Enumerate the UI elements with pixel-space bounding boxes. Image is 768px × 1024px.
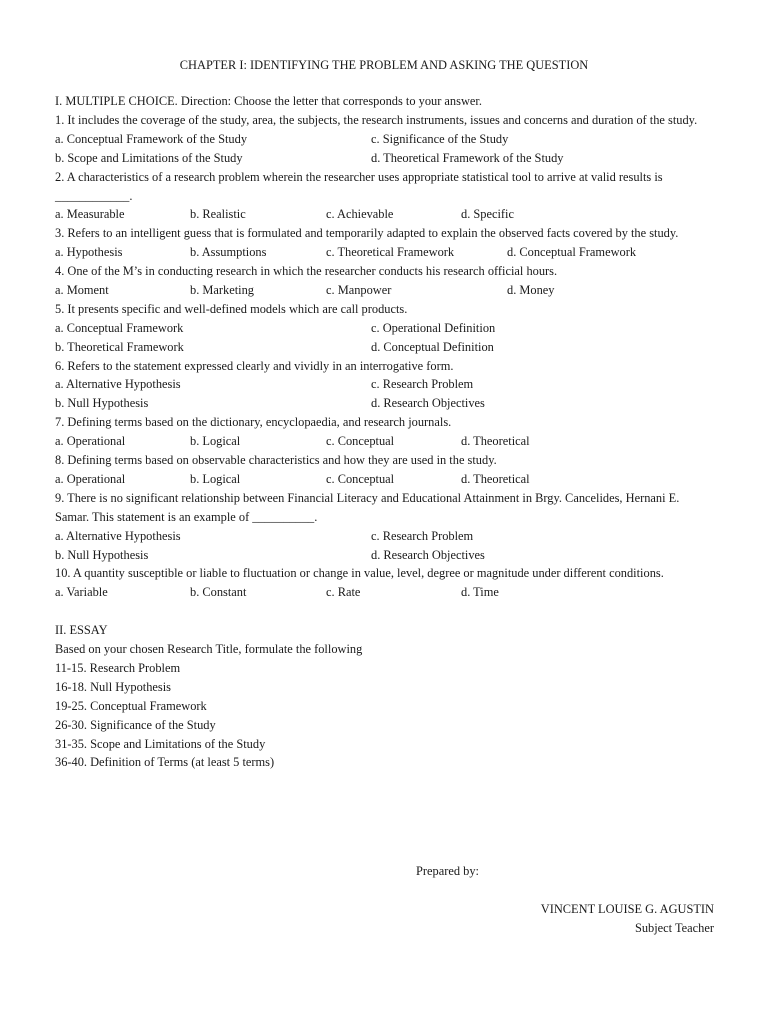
- essay-item: 26-30. Significance of the Study: [55, 717, 216, 732]
- question-2-option-d: d. Specific: [461, 207, 514, 222]
- question-2-option-a: a. Measurable: [55, 207, 125, 222]
- question-5: 5. It presents specific and well-defined models which are call products.: [55, 301, 408, 316]
- question-3-option-b: b. Assumptions: [190, 245, 267, 260]
- question-4-option-a: a. Moment: [55, 283, 109, 297]
- question-1-option-b: b. Scope and Limitations of the Study: [55, 150, 243, 165]
- question-5-option-a: a. Conceptual Framework: [55, 320, 184, 335]
- question-10-option-a: a. Variable: [55, 585, 108, 600]
- essay-instruction: Based on your chosen Research Title, formulate the following: [55, 642, 363, 657]
- question-3-option-d: d. Conceptual Framework: [507, 245, 637, 260]
- question-3-option-a: a. Hypothesis: [55, 245, 123, 260]
- essay-heading: II. ESSAY: [55, 623, 108, 638]
- question-5-option-c: c. Operational Definition: [371, 320, 496, 335]
- question-7-option-c: c. Conceptual: [326, 434, 395, 449]
- question-9-option-a: a. Alternative Hypothesis: [55, 528, 181, 543]
- essay-item: 36-40. Definition of Terms (at least 5 terms): [55, 755, 275, 770]
- question-6-options-row-1: [55, 375, 705, 394]
- question-3-options: [55, 243, 705, 262]
- question-6-option-d: d. Research Objectives: [371, 396, 485, 411]
- question-8-options: [55, 470, 705, 489]
- question-8: 8. Defining terms based on observable characteristics and how they are used in the study.: [55, 453, 497, 468]
- question-10: 10. A quantity susceptible or liable to fluctuation or change in value, level, degree or magnitude under different conditions.: [55, 566, 664, 581]
- question-1-option-c: c. Significance of the Study: [371, 131, 509, 146]
- question-6: 6. Refers to the statement expressed clearly and vividly in an interrogative form.: [55, 358, 454, 373]
- question-1-options-row-2: [55, 149, 705, 168]
- question-2-option-c: c. Achievable: [326, 207, 394, 222]
- essay-item: 11-15. Research Problem: [55, 660, 181, 675]
- question-8-option-c: c. Conceptual: [326, 471, 395, 486]
- question-1-options-row-1: [55, 130, 705, 149]
- question-9-options-row-2: [55, 546, 705, 565]
- question-1-option-a: a. Conceptual Framework of the Study: [55, 131, 248, 146]
- essay-item: 19-25. Conceptual Framework: [55, 698, 207, 713]
- question-1: 1. It includes the coverage of the study, area, the subjects, the research instruments, issues and concerns and duration of the study.: [55, 112, 698, 127]
- prepared-by-label: Prepared by:: [416, 864, 479, 878]
- question-7-option-b: b. Logical: [190, 434, 241, 449]
- question-7-options: [55, 432, 705, 451]
- essay-item: 31-35. Scope and Limitations of the Study: [55, 736, 266, 751]
- question-10-option-c: c. Rate: [326, 585, 361, 600]
- question-9-options-row-1: [55, 527, 705, 546]
- exam-body: [55, 92, 705, 772]
- question-4: 4. One of the M’s in conducting research in which the researcher conducts his research official hours.: [55, 264, 558, 279]
- question-2-options: [55, 205, 705, 224]
- question-6-option-c: c. Research Problem: [371, 377, 474, 392]
- question-8-option-d: d. Theoretical: [461, 471, 530, 486]
- question-9: 9. There is no significant relationship between Financial Literacy and Educational Attainment in Brgy. Cancelides, Hernani E. Samar. This statement is an example of __________.: [55, 490, 680, 524]
- question-9-option-d: d. Research Objectives: [371, 547, 485, 562]
- question-8-option-b: b. Logical: [190, 471, 241, 486]
- question-8-option-a: a. Operational: [55, 471, 126, 486]
- question-4-option-d: d. Money: [507, 283, 555, 297]
- question-4-option-c: c. Manpower: [326, 283, 392, 297]
- question-3-option-c: c. Theoretical Framework: [326, 245, 455, 260]
- question-4-option-b: b. Marketing: [190, 283, 255, 297]
- teacher-role: Subject Teacher: [634, 920, 714, 935]
- question-6-options-row-2: [55, 394, 705, 413]
- question-1-option-d: d. Theoretical Framework of the Study: [371, 150, 564, 165]
- question-2-option-b: b. Realistic: [190, 207, 246, 222]
- question-10-option-b: b. Constant: [190, 585, 247, 600]
- question-3: 3. Refers to an intelligent guess that is formulated and temporarily adapted to explain the observed facts covered by the study.: [55, 226, 679, 241]
- chapter-title: CHAPTER I: IDENTIFYING THE PROBLEM AND ASKING THE QUESTION: [179, 58, 589, 72]
- question-6-option-b: b. Null Hypothesis: [55, 396, 149, 411]
- question-5-options-row-2: [55, 338, 705, 357]
- question-7-option-a: a. Operational: [55, 434, 126, 449]
- question-7: 7. Defining terms based on the dictionary, encyclopaedia, and research journals.: [55, 415, 452, 430]
- question-5-option-b: b. Theoretical Framework: [55, 339, 184, 354]
- question-10-options: [55, 583, 705, 602]
- question-5-option-d: d. Conceptual Definition: [371, 339, 494, 354]
- essay-item: 16-18. Null Hypothesis: [55, 679, 171, 694]
- question-4-options: [55, 281, 705, 300]
- question-10-option-d: d. Time: [461, 585, 499, 600]
- question-2: 2. A characteristics of a research problem wherein the researcher uses appropriate statistical tool to arrive at valid results is ____________.: [55, 169, 663, 203]
- question-7-option-d: d. Theoretical: [461, 434, 530, 449]
- question-6-option-a: a. Alternative Hypothesis: [55, 377, 181, 392]
- question-9-option-b: b. Null Hypothesis: [55, 547, 149, 562]
- question-5-options-row-1: [55, 319, 705, 338]
- teacher-name: VINCENT LOUISE G. AGUSTIN: [540, 902, 714, 916]
- signature-block: [541, 900, 714, 937]
- multiple-choice-heading: I. MULTIPLE CHOICE. Direction: Choose the letter that corresponds to your answer.: [55, 94, 482, 108]
- question-9-option-c: c. Research Problem: [371, 528, 474, 543]
